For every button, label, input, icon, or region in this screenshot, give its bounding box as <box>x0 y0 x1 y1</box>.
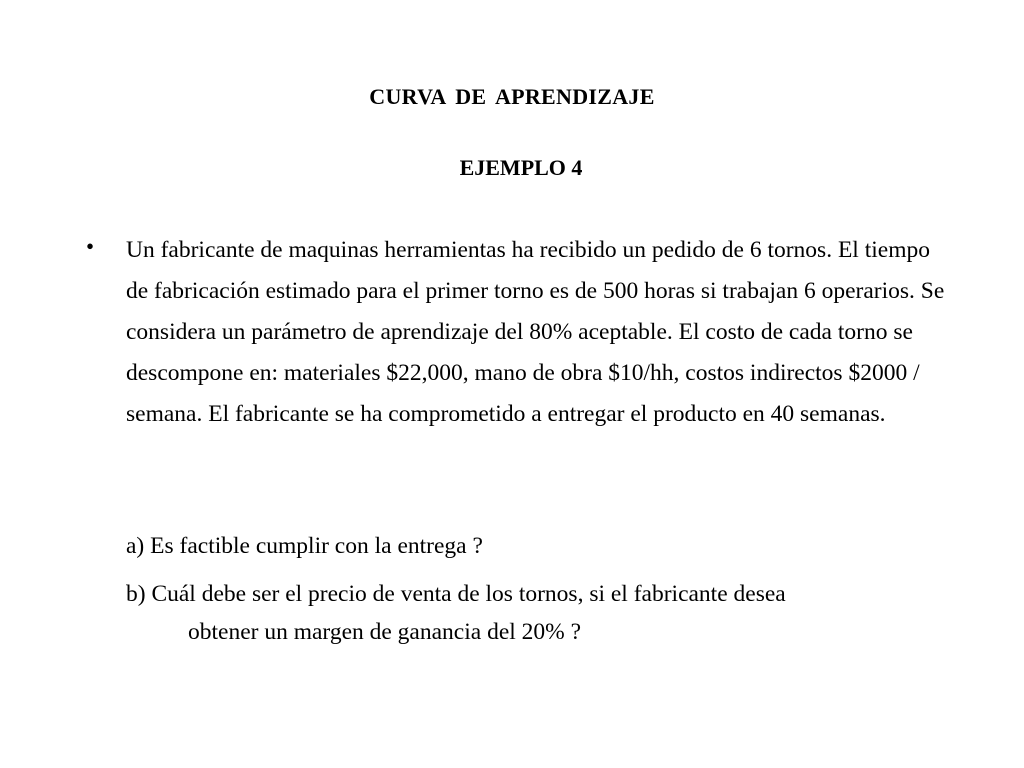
question-b-line2: obtener un margen de ganancia del 20% ? <box>188 619 582 645</box>
question-a: a) Es factible cumplir con la entrega ? <box>126 533 483 559</box>
question-b-line1: b) Cuál debe ser el precio de venta de los tornos, si el fabricante desea <box>126 581 786 607</box>
slide-subtitle: EJEMPLO 4 <box>459 155 583 180</box>
problem-statement: Un fabricante de maquinas herramientas ha recibido un pedido de 6 tornos. El tiempo de fabricación estimado para el primer torno es de 500 horas si trabajan 6 operarios. Se considera un parámetro de aprendizaje del 80% aceptable. El costo de cada torno se descompone en: materiales $22,000, mano de obra $10/hh, costos indirectos $2000 / semana. El fabricante se ha comprometido a entregar el producto en 40 semanas. <box>126 237 945 427</box>
bullet-item <box>86 230 956 435</box>
question-b <box>126 575 956 651</box>
bullet-marker: • <box>86 234 95 259</box>
slide-title: CURVA DE APRENDIZAJE <box>369 84 655 109</box>
